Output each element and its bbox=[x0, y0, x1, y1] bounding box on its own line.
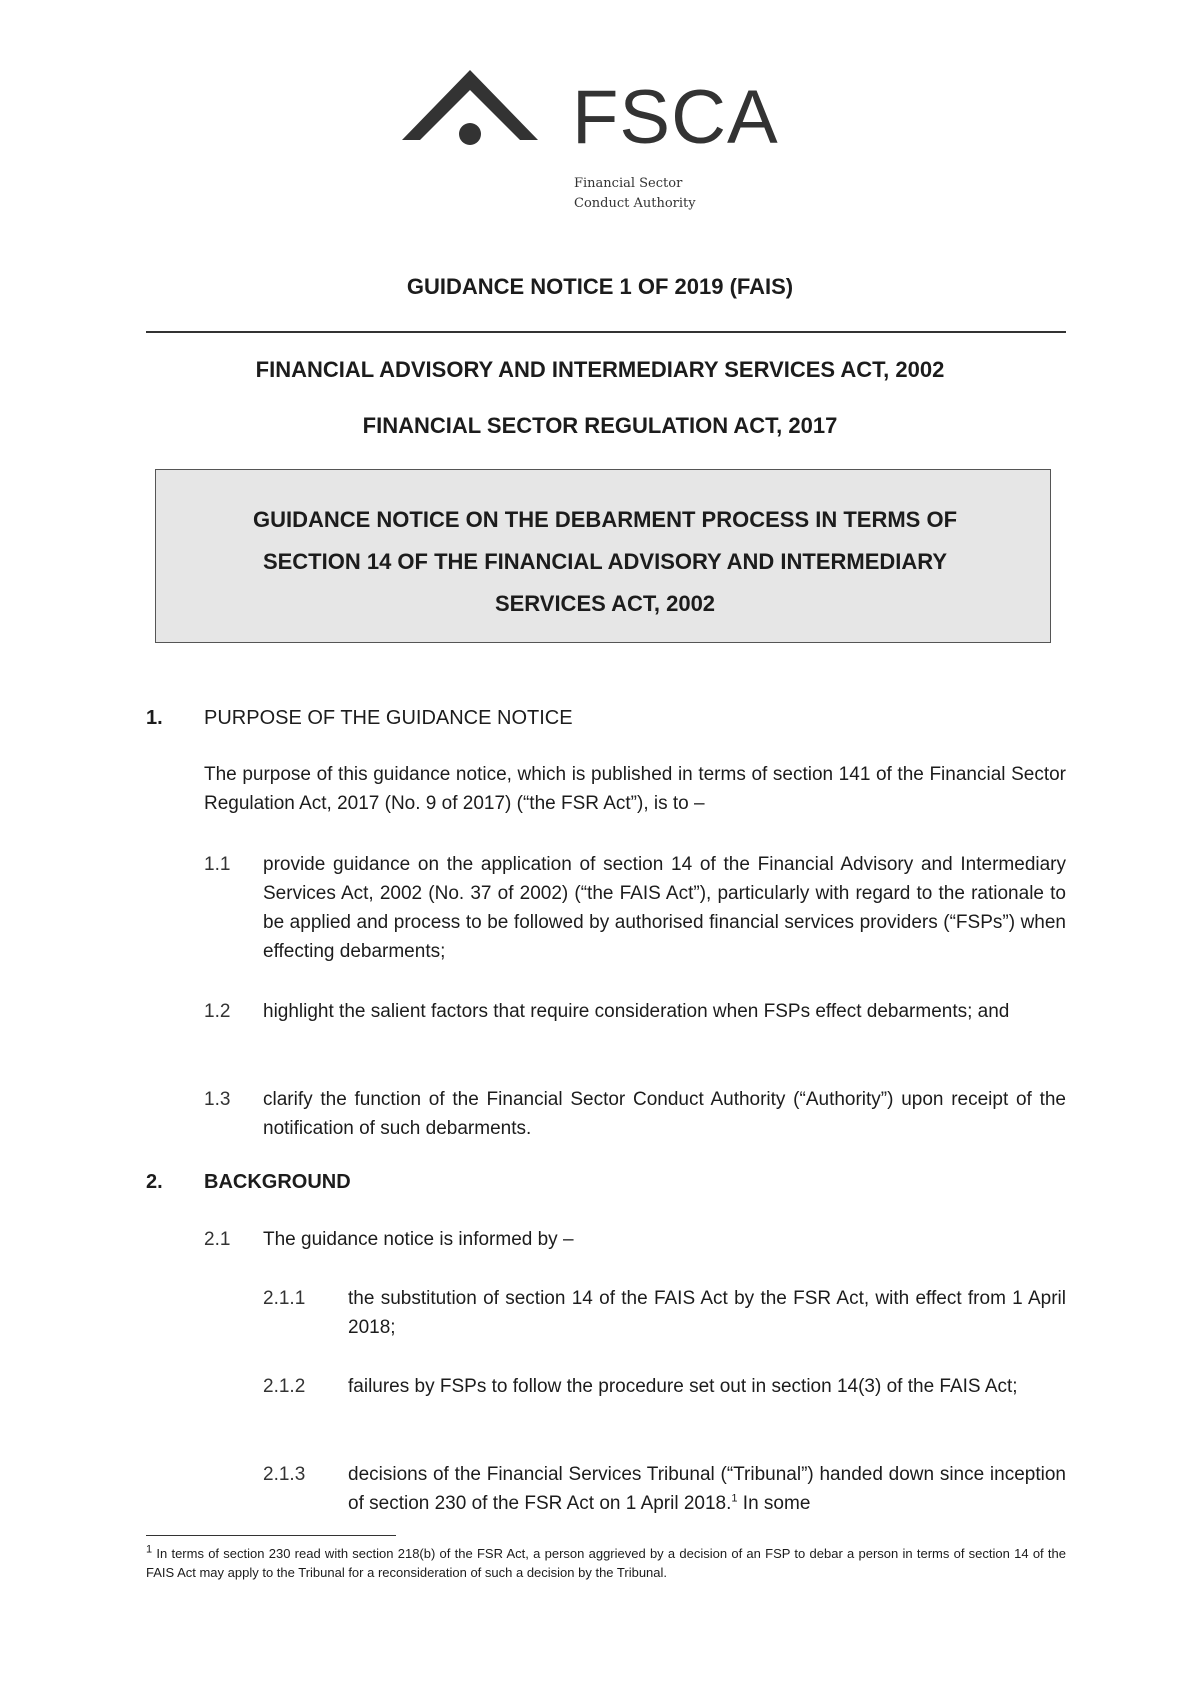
fsca-logo-icon bbox=[402, 70, 572, 154]
item-2-1-2-text: failures by FSPs to follow the procedure set out in section 14(3) of the FAIS Act; bbox=[348, 1376, 1018, 1397]
item-1-3-number: 1.3 bbox=[204, 1089, 231, 1110]
title-line-2: SECTION 14 OF THE FINANCIAL ADVISORY AND INTERMEDIARY bbox=[262, 549, 948, 574]
item-1-2-text: highlight the salient factors that require consideration when FSPs effect debarments; and bbox=[263, 1001, 1010, 1022]
item-1-2-number: 1.2 bbox=[204, 1001, 231, 1022]
act-title-fsr: FINANCIAL SECTOR REGULATION ACT, 2017 bbox=[362, 413, 838, 438]
item-1-1-text: provide guidance on the application of section 14 of the Financial Advisory and Intermediary Services Act, 2002 (No. 37 of 2002) (“the FAIS Act”), particularly with regard to the rationale to be applied and process to be followed by authorised financial services providers (“FSPs”) when effecting debarments; bbox=[263, 854, 1066, 962]
footnote-text: In terms of section 230 read with section 218(b) of the FSR Act, a person aggrieved by a decision of an FSP to debar a person in terms of section 14 of the FAIS Act may apply to the Tribunal for a reconsideration of such a decision by the Tribunal. bbox=[146, 1546, 1066, 1580]
act-title-fais: FINANCIAL ADVISORY AND INTERMEDIARY SERVICES ACT, 2002 bbox=[255, 357, 945, 382]
section-1-number: 1. bbox=[146, 707, 163, 729]
title-line-3: SERVICES ACT, 2002 bbox=[494, 591, 716, 616]
document-title bbox=[200, 499, 1010, 625]
footnote-marker: 1 bbox=[146, 1543, 153, 1556]
item-2-1-number: 2.1 bbox=[204, 1229, 231, 1250]
footnote-ref-1[interactable]: 1 bbox=[731, 1492, 738, 1505]
logo-subtitle bbox=[574, 174, 696, 214]
item-2-1-1-number: 2.1.1 bbox=[263, 1288, 306, 1309]
footnote-divider bbox=[146, 1535, 396, 1536]
item-1-1-number: 1.1 bbox=[204, 854, 231, 875]
item-2-1-1-text: the substitution of section 14 of the FAIS Act by the FSR Act, with effect from 1 April 2018; bbox=[348, 1288, 1066, 1338]
notice-number: GUIDANCE NOTICE 1 OF 2019 (FAIS) bbox=[406, 274, 794, 299]
item-2-1-text: The guidance notice is informed by – bbox=[263, 1229, 574, 1250]
title-line-1: GUIDANCE NOTICE ON THE DEBARMENT PROCESS IN TERMS OF bbox=[252, 507, 958, 532]
item-2-1-3-number: 2.1.3 bbox=[263, 1464, 306, 1485]
item-2-1-3-body: decisions of the Financial Services Tribunal (“Tribunal”) handed down since inception of section 230 of the FSR Act on 1 April 2018. bbox=[348, 1464, 1066, 1514]
logo-text: FSCA bbox=[572, 75, 779, 160]
item-1-3-text: clarify the function of the Financial Sector Conduct Authority (“Authority”) upon receipt of the notification of such debarments. bbox=[263, 1089, 1066, 1139]
item-2-1-2-number: 2.1.2 bbox=[263, 1376, 306, 1397]
item-2-1-3-continuation: In some bbox=[737, 1493, 811, 1514]
item-2-1-3-text bbox=[348, 1460, 1066, 1518]
section-1-intro: The purpose of this guidance notice, which is published in terms of section 141 of the Financial Sector Regulation Act, 2017 (No. 9 of 2017) (“the FSR Act”), is to – bbox=[204, 764, 1066, 814]
divider bbox=[146, 331, 1066, 333]
logo-subtitle-line2: Conduct Authority bbox=[574, 196, 696, 211]
section-2-number: 2. bbox=[146, 1171, 163, 1193]
footnote bbox=[146, 1544, 1066, 1582]
section-1-title: PURPOSE OF THE GUIDANCE NOTICE bbox=[204, 707, 573, 729]
section-2-title: BACKGROUND bbox=[204, 1171, 351, 1193]
logo-subtitle-line1: Financial Sector bbox=[574, 176, 683, 191]
